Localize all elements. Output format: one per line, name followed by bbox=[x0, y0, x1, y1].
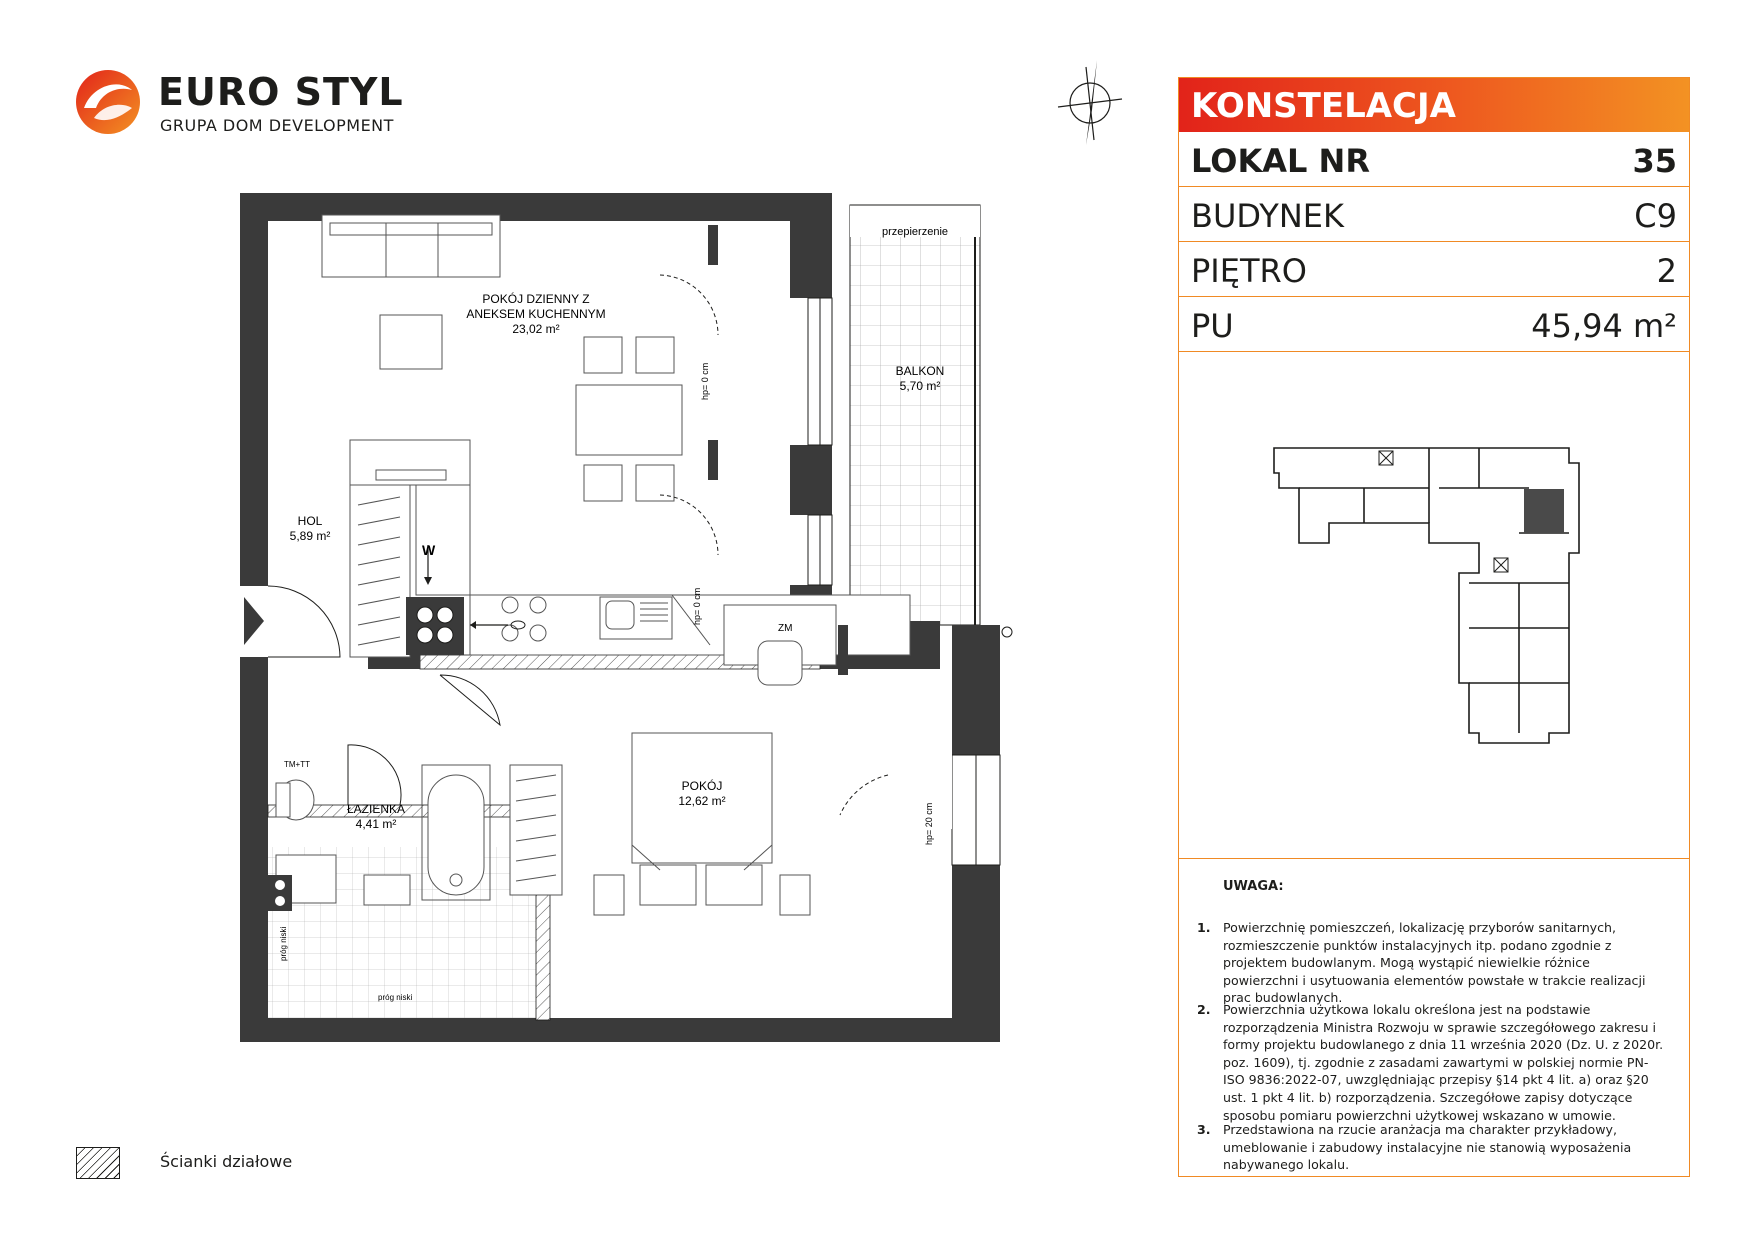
low-threshold-label-2: próg niski bbox=[378, 993, 413, 1002]
ventilation-label: W bbox=[422, 542, 436, 558]
bath-install-label: TM+TT bbox=[284, 760, 310, 769]
room-hall-name: HOL bbox=[297, 514, 323, 528]
room-living-name2: ANEKSEM KUCHENNYM bbox=[466, 307, 606, 321]
threshold-label-1: hp= 0 cm bbox=[700, 362, 710, 400]
low-threshold-label-1: próg niski bbox=[279, 926, 288, 961]
threshold-label-3: hp= 20 cm bbox=[924, 802, 934, 845]
info-row-area: PU 45,94 m² bbox=[1179, 297, 1689, 352]
meter-label: ZM bbox=[778, 623, 793, 634]
room-living-name: POKÓJ DZIENNY Z bbox=[482, 292, 590, 306]
partition-hatch-icon bbox=[76, 1147, 120, 1179]
legend-label: Ścianki działowe bbox=[160, 1152, 293, 1171]
room-bedroom-area: 12,62 m² bbox=[678, 794, 726, 808]
project-name: KONSTELACJA bbox=[1191, 86, 1456, 126]
brand-tagline: GRUPA DOM DEVELOPMENT bbox=[160, 116, 394, 135]
room-bedroom-name: POKÓJ bbox=[681, 779, 723, 793]
brand-logo bbox=[74, 68, 404, 148]
project-header bbox=[1179, 78, 1689, 132]
room-hall-area: 5,89 m² bbox=[289, 529, 331, 543]
notes-section bbox=[1179, 858, 1689, 1173]
note-item: 3. Przedstawiona na rzucie aranżacja ma charakter przykładowy, umeblowanie i zabudowy instalacyjne nie stanowią wyposażenia nabywanego lokalu. bbox=[1197, 1122, 1632, 1173]
euro-styl-logo-icon bbox=[74, 68, 142, 136]
threshold-label-2: hp= 0 cm bbox=[692, 587, 702, 625]
room-balcony-name: BALKON bbox=[895, 364, 945, 378]
notes-title: UWAGA: bbox=[1223, 879, 1284, 894]
brand-name: EURO STYL bbox=[158, 70, 404, 114]
entrance-arrow-icon bbox=[244, 597, 264, 645]
room-bathroom-area: 4,41 m² bbox=[355, 817, 397, 831]
room-balcony-area: 5,70 m² bbox=[899, 379, 941, 393]
room-bathroom-name: ŁAZIENKA bbox=[346, 802, 406, 816]
note-item: 1. Powierzchnię pomieszczeń, lokalizację przyborów sanitarnych, rozmieszczenie punktów instalacyjnych itp. podano zgodnie z projektem budowlanym. Mogą wystąpić niewielkie różnice powierzchni i usytuowania elementów powstałe w trakcie realizacji prac budowlanych. bbox=[1197, 920, 1646, 1006]
north-arrow-icon bbox=[1050, 55, 1130, 150]
floor-plan bbox=[240, 185, 1020, 1065]
apartment-info-panel bbox=[1178, 77, 1690, 1177]
info-row-unit: LOKAL NR 35 bbox=[1179, 132, 1689, 187]
info-row-floor: PIĘTRO 2 bbox=[1179, 242, 1689, 297]
floor-plan-drawing bbox=[240, 185, 1020, 1065]
info-row-building: BUDYNEK C9 bbox=[1179, 187, 1689, 242]
partition-label: przepierzenie bbox=[881, 226, 949, 238]
note-item: 2. Powierzchnia użytkowa lokalu określona jest na podstawie rozporządzenia Ministra Rozwoju w sprawie szczegółowego zakresu i formy projektu budowlanego z dnia 11 września 2020 (Dz. U. z 2020r. poz. 1609), tj. zgodnie z zasadami zawartymi w polskiej normie PN-ISO 9836:2022-07, uwzględniając przepisy §14 pkt 4 lit. a) oraz §20 ust. 1 pkt 4 lit. b) rozporządzenia. Szczegółowe zapisy dotyczące sposobu pomiaru powierzchni użytkowej wskazano w umowie. bbox=[1197, 1002, 1664, 1123]
building-key-plan bbox=[1269, 443, 1599, 778]
room-living-area: 23,02 m² bbox=[512, 322, 560, 336]
